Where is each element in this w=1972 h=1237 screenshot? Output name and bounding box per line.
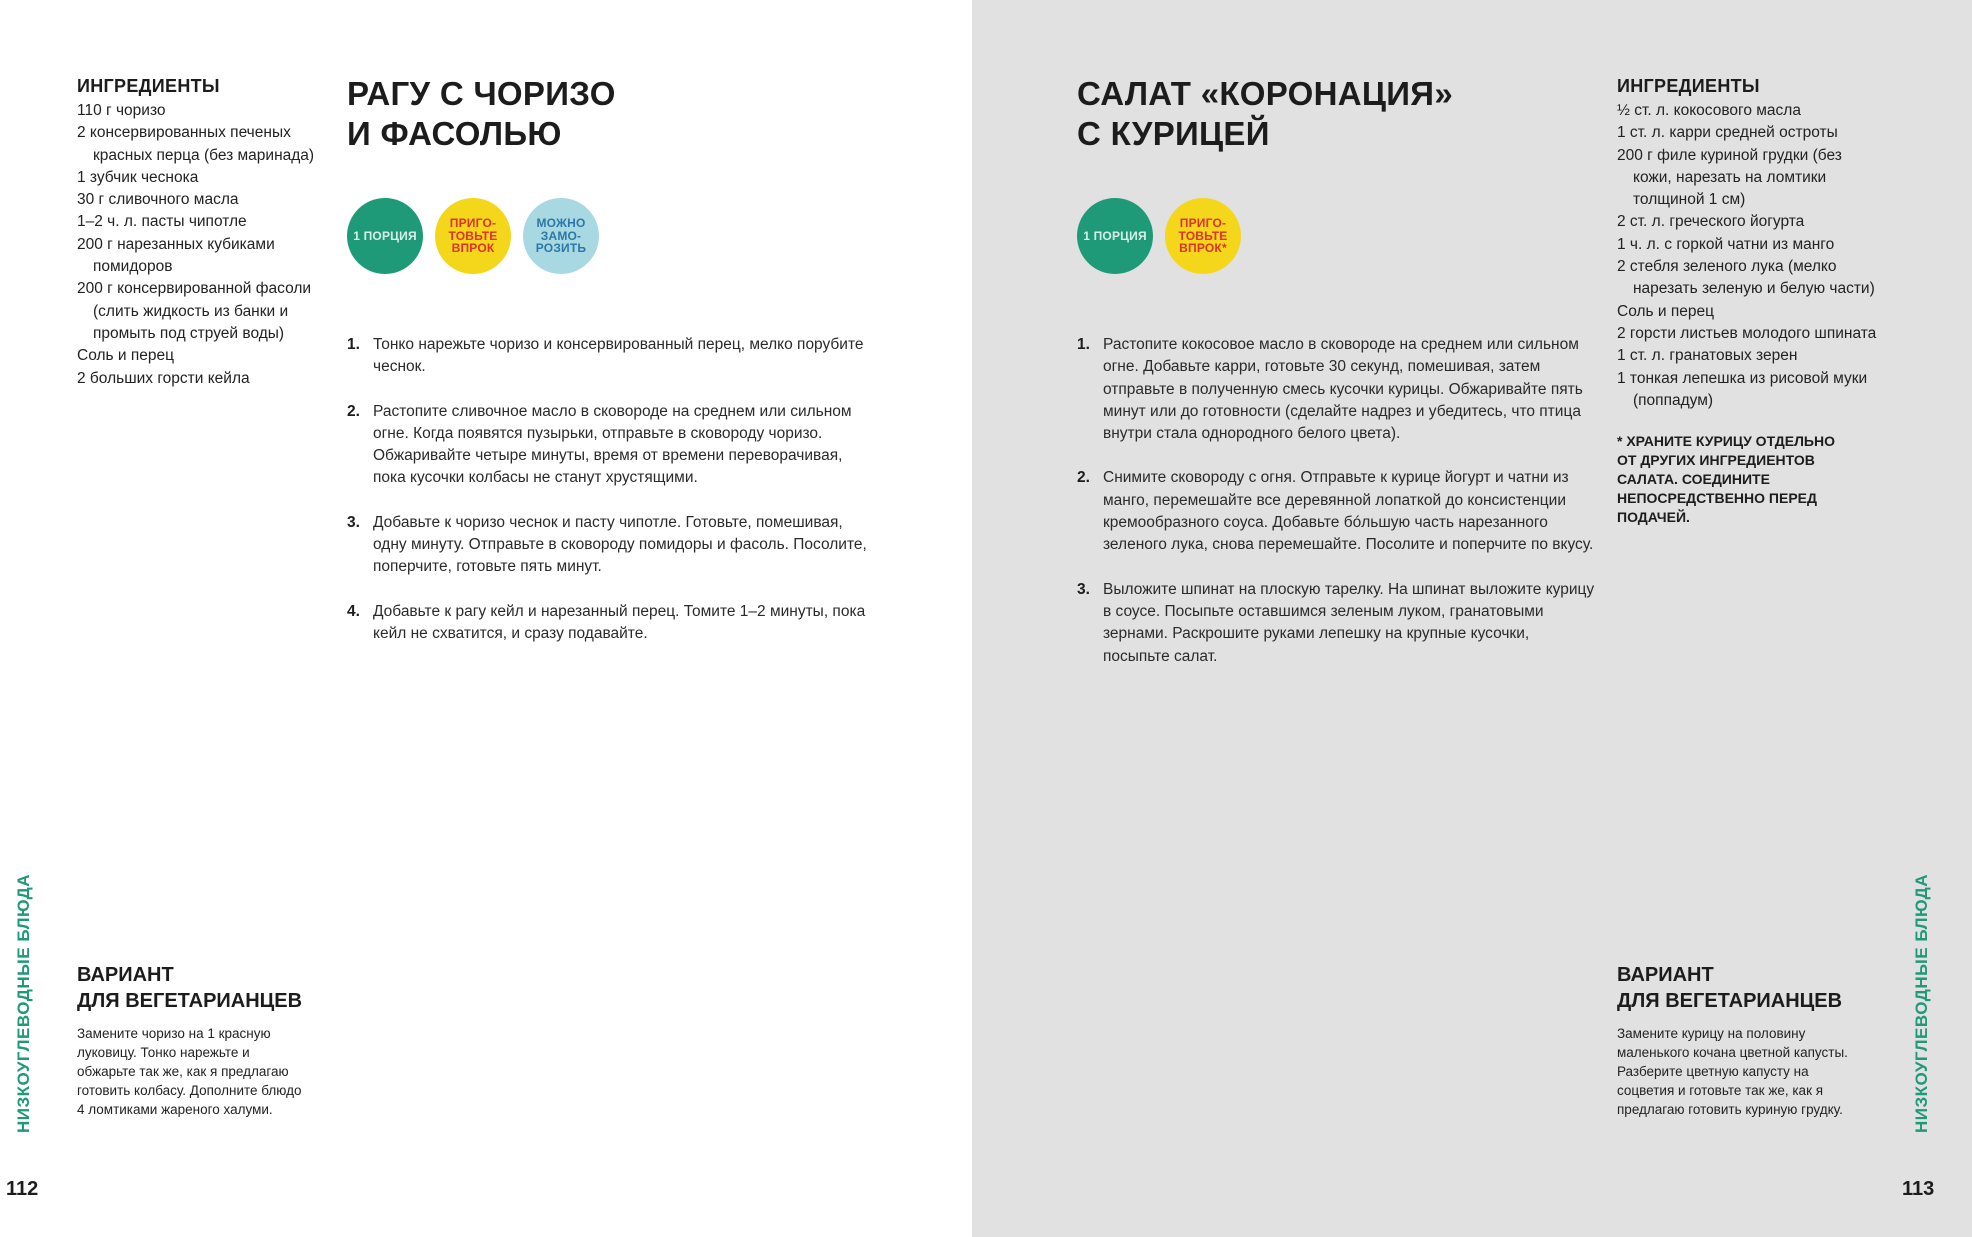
step-text: Растопите кокосовое масло в сковороде на среднем или сильном огне. Добавьте карри, готовьте 30 секунд, помешивая, затем отправьте в полученную смесь кусочки курицы. Обжаривайте пять минут или до готовности (сделайте надрез и убедитесь, что птица внутри стала однородного белого цвета). [1103, 336, 1583, 443]
right-ingredients [1617, 76, 1877, 527]
ingredient-item: 1 тонкая лепешка из рисовой муки (поппадум) [1617, 369, 1868, 409]
ingredient-item: 110 г чоризо [77, 102, 166, 119]
step-number: 4. [347, 602, 360, 620]
storage-note: * ХРАНИТЕ КУРИЦУ ОТДЕЛЬНО ОТ ДРУГИХ ИНГРЕДИЕНТОВ САЛАТА. СОЕДИНИТЕ НЕПОСРЕДСТВЕННО ПЕРЕД ПОДАЧЕЙ. [1617, 433, 1835, 526]
left-page [0, 0, 972, 1237]
page-number: 112 [6, 1178, 39, 1200]
recipe-title [1077, 74, 1453, 154]
ingredients-heading: ИНГРЕДИЕНТЫ [1617, 76, 1760, 96]
ingredient-item: 200 г филе куриной грудки (без кожи, нарезать на ломтики толщиной 1 см) [1617, 146, 1842, 209]
vegetarian-heading [77, 962, 327, 1014]
ingredient-item: 2 ст. л. греческого йогурта [1617, 213, 1805, 231]
vegetarian-text: Замените чоризо на 1 красную луковицу. Тонко нарежьте и обжарьте так же, как я предлагаю готовить колбасу. Дополните блюдо 4 ломтиками жареного халуми. [77, 1026, 302, 1117]
recipe-steps [347, 334, 867, 667]
make-ahead-badge: ПРИГО-ТОВЬТЕ ВПРОК [435, 198, 511, 274]
step-item [347, 401, 867, 490]
portion-badge: 1 ПОРЦИЯ [347, 198, 423, 274]
recipe-title-line1: САЛАТ «КОРОНАЦИЯ» [1077, 75, 1453, 112]
step-item [1077, 467, 1597, 556]
badge-row [347, 198, 599, 274]
step-text: Добавьте к чоризо чеснок и пасту чипотле. Готовьте, помешивая, одну минуту. Отправьте в сковороду помидоры и фасоль. Посолите, поперчите, готовьте пять минут. [373, 513, 867, 576]
ingredients-list [1617, 100, 1877, 412]
right-page [972, 0, 1972, 1237]
vegetarian-heading-line2: ДЛЯ ВЕГЕТАРИАНЦЕВ [77, 990, 303, 1012]
ingredient-item: ½ ст. л. кокосового масла [1617, 102, 1801, 119]
step-text: Снимите сковороду с огня. Отправьте к курице йогурт и чатни из манго, перемешайте все деревянной лопаткой до консистенции кремообразного соуса. Добавьте бóльшую часть нарезанного зеленого лука, снова перемешайте. Посолите и поперчите по вкусу. [1103, 469, 1594, 554]
ingredient-item: 1 ст. л. гранатовых зерен [1617, 347, 1798, 365]
vegetarian-heading-line2: ДЛЯ ВЕГЕТАРИАНЦЕВ [1617, 990, 1843, 1012]
ingredient-item: 1 ч. л. с горкой чатни из манго [1617, 235, 1835, 253]
recipe-title [347, 74, 616, 154]
step-item [347, 334, 867, 379]
left-ingredients [77, 76, 327, 390]
portion-badge: 1 ПОРЦИЯ [1077, 198, 1153, 274]
step-text: Растопите сливочное масло в сковороде на среднем или сильном огне. Когда появятся пузырьки, отправьте в сковороду чоризо. Обжаривайте четыре минуты, время от времени переворачивая, пока кусочки колбасы не станут хрустящими. [373, 402, 852, 487]
ingredient-item: 2 больших горсти кейла [77, 369, 250, 387]
recipe-title-line2: И ФАСОЛЬЮ [347, 115, 562, 152]
ingredients-list [77, 100, 327, 390]
badge-row [1077, 198, 1241, 274]
step-item [347, 512, 867, 579]
ingredient-item: 200 г консервированной фасоли (слить жидкость из банки и промыть под струей воды) [77, 280, 312, 342]
step-number: 3. [347, 513, 360, 531]
page-number: 113 [1902, 1178, 1935, 1200]
ingredient-item: 1 ст. л. карри средней остроты [1617, 124, 1838, 142]
ingredient-item: 30 г сливочного масла [77, 191, 239, 209]
ingredient-item: 1 зубчик чеснока [77, 168, 199, 186]
step-number: 2. [347, 402, 360, 420]
ingredient-item: 2 консервированных печеных красных перца (без маринада) [77, 124, 315, 164]
ingredient-item: 1–2 ч. л. пасты чипотле [77, 213, 247, 231]
vegetarian-heading-line1: ВАРИАНТ [77, 964, 174, 986]
step-item [1077, 334, 1597, 445]
recipe-steps [1077, 334, 1597, 690]
step-text: Добавьте к рагу кейл и нарезанный перец. Томите 1–2 минуты, пока кейл не схватится, и сразу подавайте. [373, 602, 866, 642]
ingredient-item: 200 г нарезанных кубиками помидоров [77, 235, 275, 276]
vegetarian-text: Замените курицу на половину маленького кочана цветной капусты. Разберите цветную капусту на соцветия и готовьте так же, как я предлагаю готовить куриную грудку. [1617, 1026, 1848, 1117]
step-number: 2. [1077, 469, 1090, 487]
step-number: 1. [1077, 336, 1090, 353]
vegetarian-variant [1617, 962, 1867, 1119]
section-side-label: НИЗКОУГЛЕВОДНЫЕ БЛЮДА [1912, 873, 1931, 1133]
vegetarian-heading-line1: ВАРИАНТ [1617, 964, 1714, 986]
step-text: Тонко нарежьте чоризо и консервированный перец, мелко порубите чеснок. [373, 336, 864, 376]
ingredients-heading: ИНГРЕДИЕНТЫ [77, 76, 220, 96]
step-text: Выложите шпинат на плоскую тарелку. На шпинат выложите курицу в соусе. Посыпьте оставшимся зеленым луком, гранатовыми зернами. Раскрошите руками лепешку на крупные кусочки, посыпьте салат. [1103, 580, 1595, 665]
section-side-label: НИЗКОУГЛЕВОДНЫЕ БЛЮДА [14, 873, 33, 1133]
step-item [1077, 579, 1597, 668]
ingredient-item: Соль и перец [77, 347, 174, 365]
ingredient-item: 2 горсти листьев молодого шпината [1617, 324, 1877, 342]
step-number: 1. [347, 336, 360, 353]
vegetarian-variant [77, 962, 327, 1119]
ingredient-item: Соль и перец [1617, 302, 1714, 320]
step-number: 3. [1077, 580, 1090, 598]
recipe-title-line1: РАГУ С ЧОРИЗО [347, 75, 616, 112]
freezable-badge: МОЖНО ЗАМО-РОЗИТЬ [523, 198, 599, 274]
vegetarian-heading [1617, 962, 1867, 1014]
make-ahead-badge: ПРИГО-ТОВЬТЕ ВПРОК* [1165, 198, 1241, 274]
ingredient-item: 2 стебля зеленого лука (мелко нарезать зеленую и белую части) [1617, 258, 1875, 298]
step-item [347, 601, 867, 646]
recipe-title-line2: С КУРИЦЕЙ [1077, 115, 1270, 152]
